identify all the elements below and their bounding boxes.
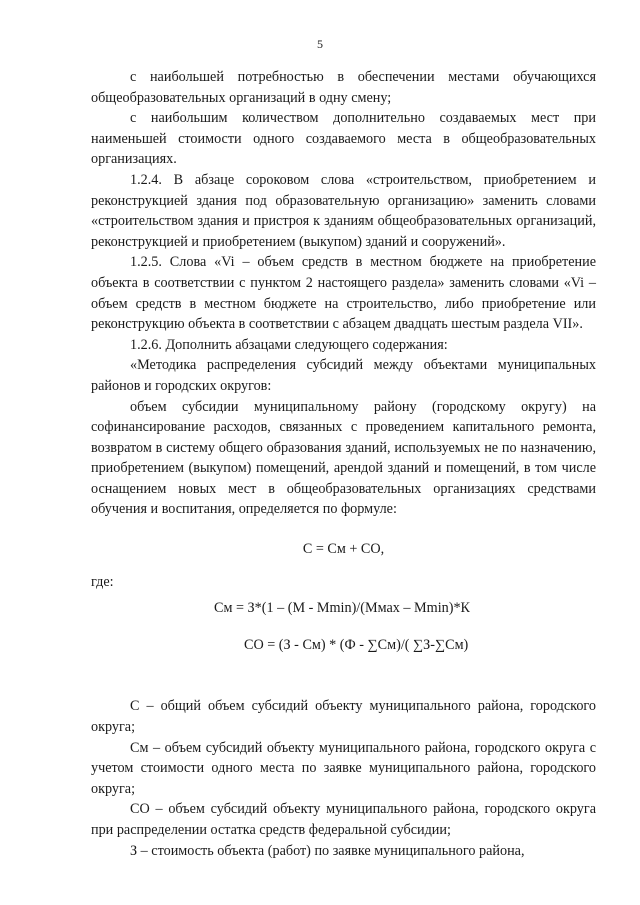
definition: З – стоимость объекта (работ) по заявке муниципального района, — [130, 842, 525, 859]
page-number: 5 — [317, 37, 323, 51]
definition: С – общий объем субсидий объекту муниципального района, городского округа; — [91, 698, 596, 736]
paragraph: 1.2.6. Дополнить абзацами следующего содержания: — [130, 336, 448, 353]
paragraph: «Методика распределения субсидий между объектами муниципальных районов и городских округов: — [91, 357, 596, 394]
paragraph: объем субсидии муниципальному району (городскому округу) на софинансирование расходов, связанных с проведением капитального ремонта, возвратом в систему общего образования зданий, используемых не по назначению, приобретением (выкупом) помещений, арендой зданий и помещений, в том числе оснащением новых мест в общеобразовательных организациях средствами обучения и воспитания, определяется по формуле: — [91, 398, 596, 518]
definition: См – объем субсидий объекту муниципального района, городского округа с учетом стоимости одного места по заявке муниципального района, городского округа; — [91, 739, 596, 797]
where-label: где: — [91, 573, 114, 590]
spacer — [91, 520, 596, 531]
definitions-list — [91, 696, 596, 861]
definition: СО – объем субсидий объекту муниципального района, городского округа при распределении остатка средств федеральной субсидии; — [91, 801, 596, 838]
paragraph: 1.2.5. Слова «Vi – объем средств в местном бюджете на приобретение объекта в соответствии с пунктом 2 настоящего раздела» заменить словами «Vi – объем средств в местном бюджете на строительство, либо приобретение или реконструкцию объекта в соответствии с абзацем двадцать шестым раздела VII». — [91, 254, 596, 333]
formula-co: СО = (З - См) * (Ф - ∑См)/( ∑З-∑См) — [244, 636, 469, 653]
formula-main: С = См + СО, — [302, 541, 385, 558]
paragraph: 1.2.4. В абзаце сороковом слова «строительством, приобретением и реконструкцией здания под образовательную организацию» заменить словами «строительством здания и пристроя к зданиям общеобразовательных организаций, реконструкцией и приобретением (выкупом) зданий и сооружений». — [91, 171, 596, 250]
spacer — [91, 655, 596, 696]
paragraph: с наибольшим количеством дополнительно создаваемых мест при наименьшей стоимости одного создаваемого места в общеобразовательных организациях. — [91, 110, 596, 168]
formula-cm: См = З*(1 – (М - Мmin)/(Ммах – Мmin)*К — [214, 600, 471, 617]
paragraph: с наибольшей потребностью в обеспечении местами обучающихся общеобразовательных организаций в одну смену; — [91, 69, 596, 106]
document-body — [91, 67, 596, 861]
